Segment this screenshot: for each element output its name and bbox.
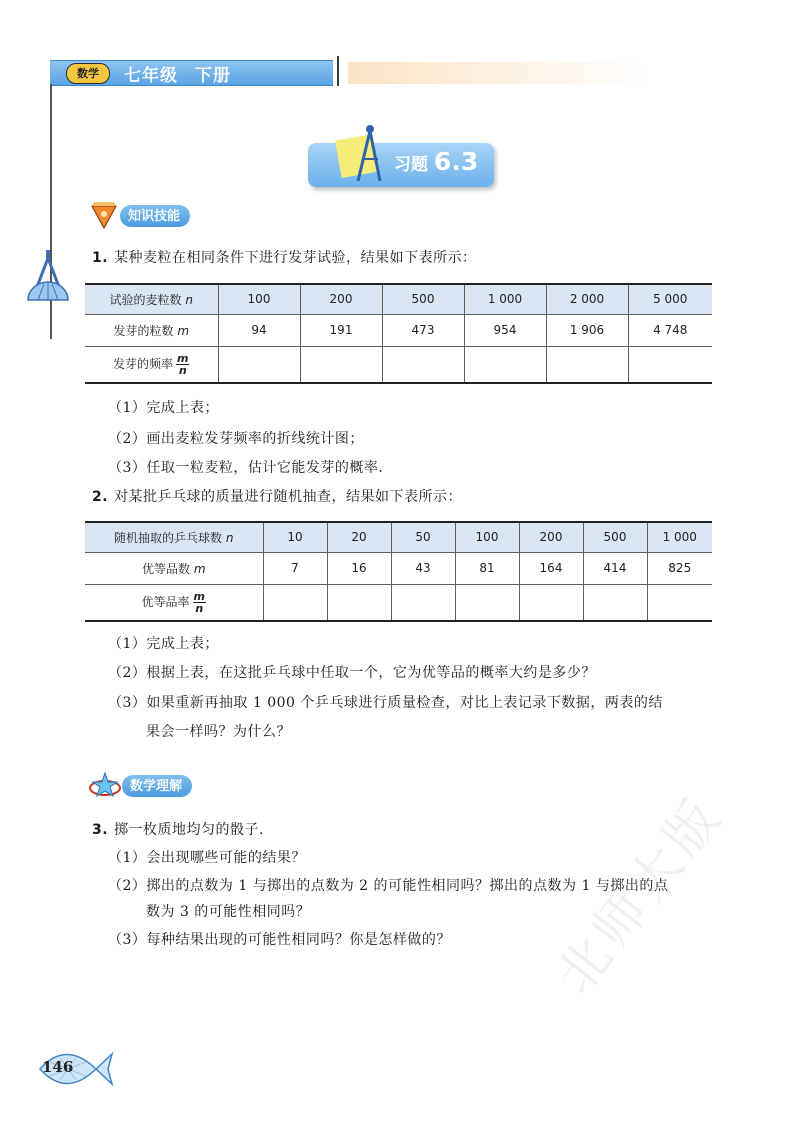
publisher-watermark: 北师大版 (545, 785, 736, 1005)
sub-question: （3）如果重新再抽取 1 000 个乒乓球进行质量检查，对比上表记录下数据，两表的结 (108, 695, 663, 711)
empty-cell[interactable] (327, 584, 391, 621)
table-row (85, 284, 712, 314)
table-cell: 414 (583, 552, 647, 584)
empty-cell[interactable] (300, 346, 382, 383)
seed-germination-table (85, 283, 712, 384)
table-cell: 1 000 (464, 284, 546, 314)
sub-question: （1）会出现哪些可能的结果？ (108, 850, 306, 866)
sub-question: （2）根据上表，在这批乒乓球中任取一个，它为优等品的概率大约是多少？ (108, 665, 596, 681)
sub-question: （3）每种结果出现的可能性相同吗？你是怎样做的？ (108, 932, 451, 948)
table-cell: 43 (391, 552, 455, 584)
pencil-icon (90, 200, 120, 230)
table-row (85, 584, 712, 621)
row-header: 发芽的粒数 m (85, 314, 218, 346)
row-header: 试验的麦粒数 n (85, 284, 218, 314)
page-number: 146 (42, 1058, 74, 1076)
book-title (124, 61, 231, 86)
question-text: 对某批乒乓球的质量进行随机抽查，结果如下表所示： (114, 489, 463, 505)
table-cell: 164 (519, 552, 583, 584)
exercise-number: 6.3 (433, 147, 479, 176)
sub-question: （3）任取一粒麦粒，估计它能发芽的概率. (108, 460, 384, 476)
question-text: 掷一枚质地均匀的骰子. (114, 822, 265, 838)
table-cell: 94 (218, 314, 300, 346)
empty-cell[interactable] (263, 584, 327, 621)
fraction-m-over-n: $\frac{m}{n}$ (193, 589, 205, 615)
row-header: 优等品率 $\frac{m}{n}$ (85, 584, 263, 621)
ping-pong-quality-table (85, 521, 712, 622)
header-fade (348, 62, 648, 84)
table-cell: 81 (455, 552, 519, 584)
table-cell: 954 (464, 314, 546, 346)
empty-cell[interactable] (455, 584, 519, 621)
section-label-skills: 知识技能 (120, 205, 190, 227)
table-cell: 10 (263, 522, 327, 552)
table-cell: 20 (327, 522, 391, 552)
drawing-compass-icon (350, 123, 390, 185)
sub-question: （2）画出麦粒发芽频率的折线统计图； (108, 431, 364, 447)
table-cell: 200 (300, 284, 382, 314)
row-header: 发芽的频率 $\frac{m}{n}$ (85, 346, 218, 383)
sub-question-continuation: 果会一样吗？为什么？ (146, 724, 291, 740)
table-cell: 1 000 (647, 522, 712, 552)
table-cell: 825 (647, 552, 712, 584)
table-cell: 16 (327, 552, 391, 584)
volume-label: 下册 (194, 66, 231, 86)
question-number: 1. (92, 250, 109, 266)
sub-question: （2）掷出的点数为 1 与掷出的点数为 2 的可能性相同吗？掷出的点数为 1 与掷出的点 (108, 878, 669, 894)
row-header: 随机抽取的乒乓球数 n (85, 522, 263, 552)
exercise-title (394, 147, 478, 181)
sub-question-continuation: 数为 3 的可能性相同吗？ (146, 904, 311, 920)
table-cell: 500 (583, 522, 647, 552)
table-cell: 4 748 (628, 314, 712, 346)
table-cell: 7 (263, 552, 327, 584)
table-row (85, 522, 712, 552)
empty-cell[interactable] (647, 584, 712, 621)
sub-question: （1）完成上表； (108, 636, 219, 652)
subject-logo: 数学 (66, 63, 110, 84)
question-number: 3. (92, 822, 109, 838)
question-2 (92, 487, 462, 507)
empty-cell[interactable] (391, 584, 455, 621)
grade-label: 七年级 (124, 66, 178, 86)
table-cell: 5 000 (628, 284, 712, 314)
table-cell: 50 (391, 522, 455, 552)
table-cell: 2 000 (546, 284, 628, 314)
table-cell: 100 (218, 284, 300, 314)
table-cell: 191 (300, 314, 382, 346)
star-orbit-icon (88, 771, 122, 801)
compass-icon (24, 248, 72, 310)
question-3 (92, 820, 264, 840)
table-cell: 473 (382, 314, 464, 346)
empty-cell[interactable] (218, 346, 300, 383)
question-1 (92, 248, 477, 268)
section-label-understanding: 数学理解 (122, 775, 192, 797)
table-cell: 1 906 (546, 314, 628, 346)
empty-cell[interactable] (382, 346, 464, 383)
question-text: 某种麦粒在相同条件下进行发芽试验，结果如下表所示： (114, 250, 477, 266)
header-separator (337, 56, 339, 86)
table-row (85, 346, 712, 383)
row-header: 优等品数 m (85, 552, 263, 584)
empty-cell[interactable] (583, 584, 647, 621)
table-row (85, 552, 712, 584)
empty-cell[interactable] (464, 346, 546, 383)
table-row (85, 314, 712, 346)
fraction-m-over-n: $\frac{m}{n}$ (177, 351, 189, 377)
table-cell: 100 (455, 522, 519, 552)
table-cell: 200 (519, 522, 583, 552)
empty-cell[interactable] (628, 346, 712, 383)
empty-cell[interactable] (546, 346, 628, 383)
question-number: 2. (92, 489, 109, 505)
table-cell: 500 (382, 284, 464, 314)
sub-question: （1）完成上表； (108, 400, 219, 416)
exercise-label: 习题 (394, 155, 428, 175)
empty-cell[interactable] (519, 584, 583, 621)
